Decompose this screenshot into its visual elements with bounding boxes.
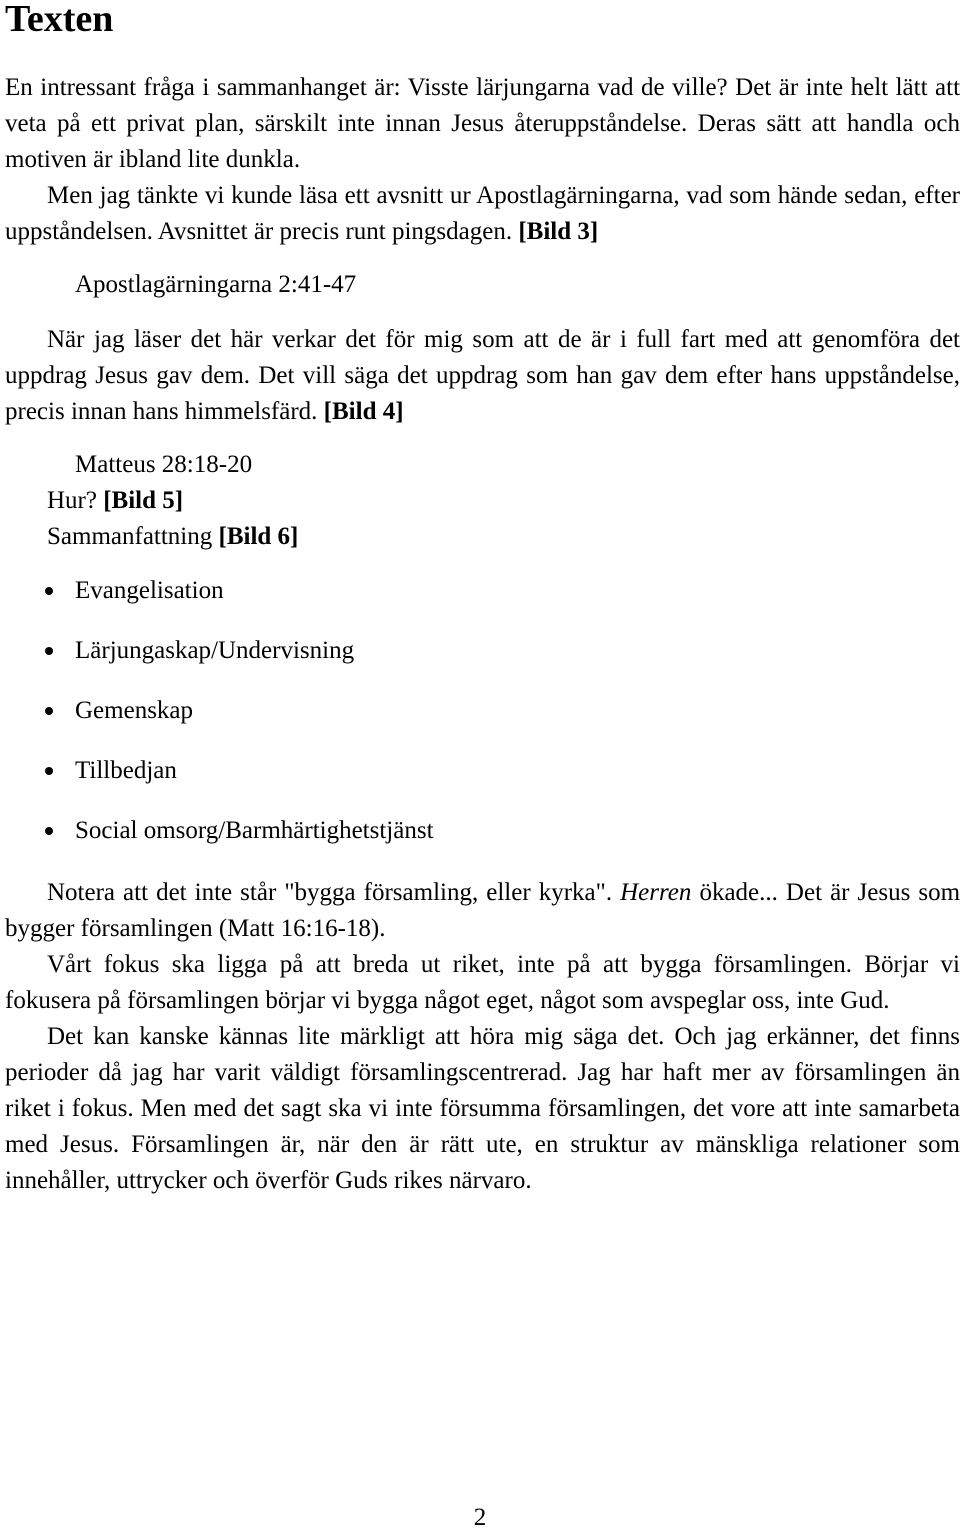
- slide-ref-3: [Bild 3]: [518, 218, 599, 245]
- list-item: [5, 573, 960, 609]
- hur-line: [5, 483, 960, 519]
- slide-ref-4: [Bild 4]: [323, 398, 404, 425]
- list-item: [5, 693, 960, 729]
- intro-paragraph: [5, 70, 960, 178]
- bullet-icon: [45, 587, 53, 595]
- paragraph-acts-intro: [5, 178, 960, 250]
- note-italic: Herren: [620, 879, 692, 906]
- note-text-before: Notera att det inte står "bygga församling, eller kyrka".: [47, 879, 613, 906]
- list-item-label: Tillbedjan: [75, 757, 177, 784]
- summary-list: [5, 573, 960, 849]
- bullet-icon: [45, 767, 53, 775]
- list-item: [5, 753, 960, 789]
- list-item-label: Social omsorg/Barmhärtighetstjänst: [75, 817, 434, 844]
- summary-text: Sammanfattning: [47, 523, 213, 550]
- bullet-icon: [45, 647, 53, 655]
- section-heading: Texten: [5, 0, 114, 40]
- paragraph-focus: Vårt fokus ska ligga på att breda ut riket, inte på att bygga församlingen. Börjar vi fokusera på församlingen börjar vi bygga något eget, något som avspeglar oss, inte Gud.: [5, 951, 960, 1014]
- intro-line-2: inte helt lätt att veta på ett privat plan, särskilt inte innan Jesus återuppståndelse.: [5, 74, 960, 137]
- note-text-after: ökade... Det är Jesus som bygger församlingen (Matt 16:16-18).: [5, 879, 960, 942]
- bullet-icon: [45, 827, 53, 835]
- paragraph-acts-text: Men jag tänkte vi kunde läsa ett avsnitt ur Apostlagärningarna, vad som hände sedan, efter uppståndelsen. Avsnittet är precis runt pingsdagen.: [5, 182, 960, 245]
- bullet-icon: [45, 707, 53, 715]
- list-item: [5, 813, 960, 849]
- paragraph-mission: [5, 322, 960, 430]
- paragraph-note: [5, 875, 960, 947]
- scripture-reference-acts: Apostlagärningarna 2:41-47: [75, 271, 357, 298]
- summary-line: [5, 519, 960, 555]
- list-item-label: Gemenskap: [75, 697, 194, 724]
- paragraph-mission-text: När jag läser det här verkar det för mig som att de är i full fart med att genomföra det uppdrag Jesus gav dem. Det vill säga det uppdrag som han gav dem efter hans uppståndelse, precis innan hans himmelsfärd.: [5, 326, 960, 425]
- scripture-reference-matthew: Matteus 28:18-20: [75, 451, 253, 478]
- intro-line-1: En intressant fråga i sammanhanget är: Visste lärjungarna vad de ville? Det är: [5, 74, 799, 101]
- slide-ref-6: [Bild 6]: [218, 523, 299, 550]
- slide-ref-5: [Bild 5]: [103, 487, 184, 514]
- document-page: [5, 0, 960, 1199]
- hur-text: Hur?: [47, 487, 97, 514]
- intro-line-3: Deras sätt att handla och motiven är ibland lite dunkla.: [5, 110, 960, 173]
- list-item: [5, 633, 960, 669]
- list-item-label: Evangelisation: [75, 577, 224, 604]
- list-item-label: Lärjungaskap/Undervisning: [75, 637, 355, 664]
- paragraph-reflection: Det kan kanske kännas lite märkligt att höra mig säga det. Och jag erkänner, det finns perioder då jag har varit väldigt församlingscentrerad. Jag har haft mer av församlingen än riket i fokus. Men med det sagt ska vi inte försumma församlingen, det vore att inte samarbeta med Jesus. Församlingen är, när den är rätt ute, en struktur av mänskliga relationer som innehåller, uttrycker och överför Guds rikes närvaro.: [5, 1023, 960, 1194]
- page-number: 2: [473, 1504, 487, 1531]
